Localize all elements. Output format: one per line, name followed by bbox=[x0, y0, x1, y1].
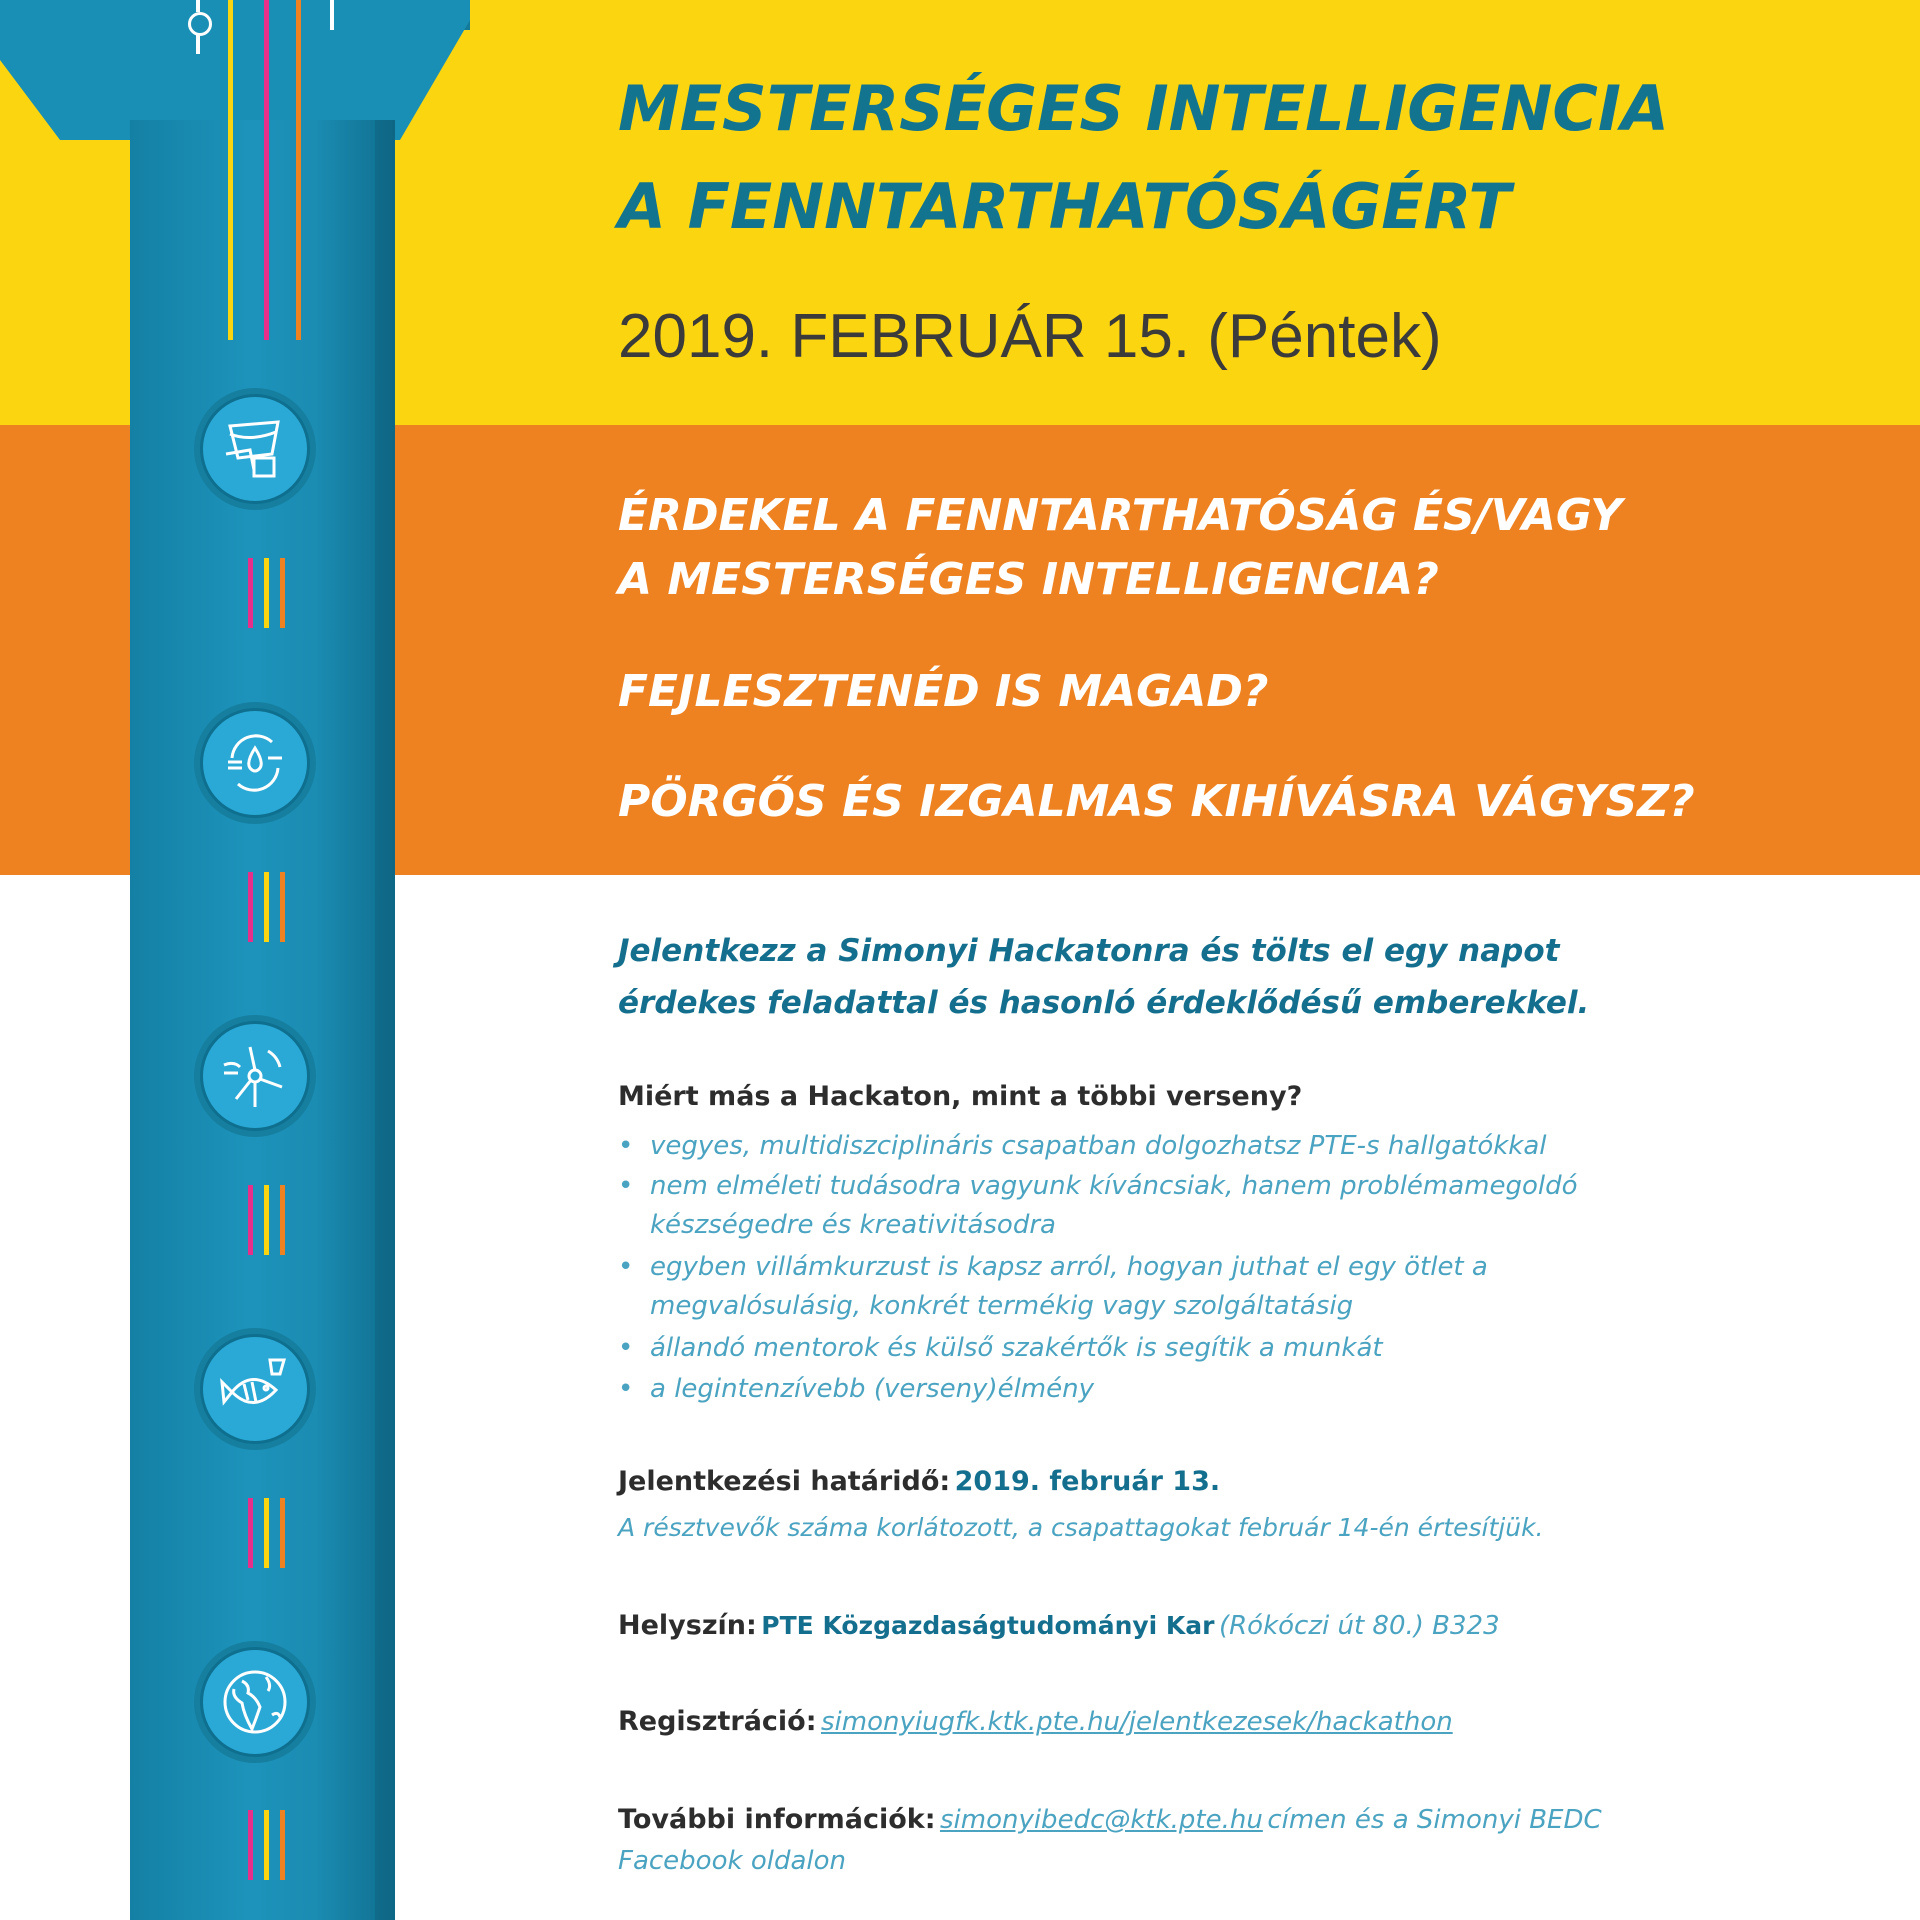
list-item-continuation: készségedre és kreativitásodra bbox=[650, 1210, 1056, 1240]
intro-line2: érdekes feladattal és hasonló érdeklődésű emberekkel. bbox=[618, 985, 1590, 1021]
water-cycle-icon bbox=[200, 708, 310, 818]
bullet-symbol: • bbox=[618, 1374, 634, 1404]
stripe-orange-top bbox=[296, 0, 301, 340]
list-item-text: vegyes, multidiszciplináris csapatban dolgozhatsz PTE-s hallgatókkal bbox=[650, 1131, 1547, 1161]
deadline-note: A résztvevők száma korlátozott, a csapattagokat február 14-én értesítjük. bbox=[618, 1513, 1544, 1542]
stripe-pink-top bbox=[264, 0, 269, 340]
info-rest: címen és a Simonyi BEDC bbox=[1267, 1805, 1602, 1835]
list-item bbox=[618, 1335, 1383, 1361]
info-row bbox=[618, 1804, 1602, 1835]
registration-row bbox=[618, 1706, 1453, 1737]
stripe-yellow-top bbox=[228, 0, 233, 340]
deadline-row bbox=[618, 1466, 1220, 1497]
bullet-symbol: • bbox=[618, 1252, 634, 1282]
top-decor-line bbox=[330, 0, 334, 30]
question-1-line1: ÉRDEKEL A FENNTARTHATÓSÁG ÉS/VAGY bbox=[618, 490, 1623, 541]
list-item-text: egyben villámkurzust is kapsz arról, hogyan juthat el egy ötlet a bbox=[650, 1252, 1488, 1282]
event-title-line2: A FENNTARTHATÓSÁGÉRT bbox=[618, 170, 1511, 243]
stripe-yellow bbox=[264, 872, 269, 942]
event-date: 2019. FEBRUÁR 15. (Péntek) bbox=[618, 302, 1442, 371]
list-item-continuation: megvalósulásig, konkrét termékig vagy szolgáltatásig bbox=[650, 1291, 1354, 1321]
list-item bbox=[618, 1376, 1094, 1402]
stripe-pink bbox=[248, 558, 253, 628]
pillar-top-funnel bbox=[0, 0, 470, 140]
intro-line1: Jelentkezz a Simonyi Hackatonra és tölts el egy napot bbox=[618, 933, 1560, 969]
stripe-orange bbox=[280, 558, 285, 628]
bullet-symbol: • bbox=[618, 1131, 634, 1161]
deadline-label: Jelentkezési határidő: bbox=[618, 1466, 951, 1497]
location-detail: (Rókóczi út 80.) B323 bbox=[1218, 1611, 1500, 1641]
globe-icon bbox=[200, 1647, 310, 1757]
stripe-pink bbox=[248, 1810, 253, 1880]
event-title-line1: MESTERSÉGES INTELLIGENCIA bbox=[618, 72, 1669, 145]
stripe-yellow bbox=[264, 1498, 269, 1568]
connector-stem bbox=[196, 0, 200, 12]
stripe-pink bbox=[248, 1185, 253, 1255]
location-value: PTE Közgazdaságtudományi Kar bbox=[761, 1611, 1215, 1640]
why-heading: Miért más a Hackaton, mint a többi verseny? bbox=[618, 1081, 1303, 1112]
list-item-text: nem elméleti tudásodra vagyunk kíváncsiak, hanem problémamegoldó bbox=[650, 1171, 1578, 1201]
connector-ring-icon bbox=[188, 12, 212, 36]
bullet-symbol: • bbox=[618, 1171, 634, 1201]
list-item-text: a legintenzívebb (verseny)élmény bbox=[650, 1374, 1094, 1404]
location-row bbox=[618, 1610, 1500, 1641]
list-item bbox=[618, 1254, 1488, 1280]
stripe-orange bbox=[280, 1498, 285, 1568]
list-item-text: állandó mentorok és külső szakértők is segítik a munkát bbox=[650, 1333, 1383, 1363]
list-item bbox=[618, 1173, 1578, 1199]
laundry-icon bbox=[200, 394, 310, 504]
bullet-symbol: • bbox=[618, 1333, 634, 1363]
registration-link[interactable]: simonyiugfk.ktk.pte.hu/jelentkezesek/hackathon bbox=[820, 1707, 1453, 1737]
connector-stem-lower bbox=[196, 34, 200, 54]
info-email-link[interactable]: simonyibedc@ktk.pte.hu bbox=[939, 1805, 1263, 1835]
stripe-pink bbox=[248, 1498, 253, 1568]
pillar-shadow-edge bbox=[375, 120, 395, 1920]
question-1-line2: A MESTERSÉGES INTELLIGENCIA? bbox=[618, 554, 1439, 605]
stripe-orange bbox=[280, 872, 285, 942]
info-label: További információk: bbox=[618, 1804, 936, 1835]
stripe-yellow bbox=[264, 1810, 269, 1880]
deadline-value: 2019. február 13. bbox=[954, 1466, 1221, 1497]
stripe-orange bbox=[280, 1185, 285, 1255]
stripe-pink bbox=[248, 872, 253, 942]
stripe-orange bbox=[280, 1810, 285, 1880]
fish-icon bbox=[200, 1334, 310, 1444]
question-3: PÖRGŐS ÉS IZGALMAS KIHÍVÁSRA VÁGYSZ? bbox=[618, 776, 1695, 827]
list-item bbox=[618, 1133, 1547, 1159]
info-line2: Facebook oldalon bbox=[618, 1846, 846, 1876]
question-2: FEJLESZTENÉD IS MAGAD? bbox=[618, 666, 1269, 717]
stripe-yellow bbox=[264, 558, 269, 628]
wind-turbine-icon bbox=[200, 1021, 310, 1131]
registration-label: Regisztráció: bbox=[618, 1706, 817, 1737]
location-label: Helyszín: bbox=[618, 1610, 757, 1641]
stripe-yellow bbox=[264, 1185, 269, 1255]
